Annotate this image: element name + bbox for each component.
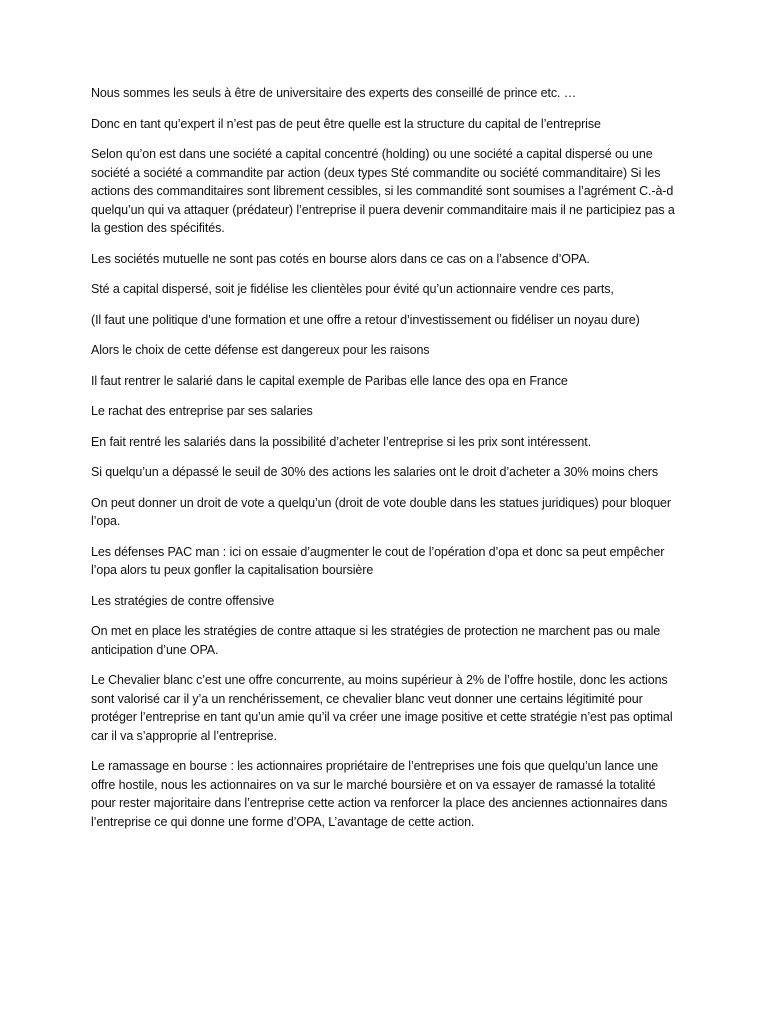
paragraph: Les défenses PAC man : ici on essaie d’augmenter le cout de l’opération d’opa et donc sa peut empêcher l’opa alors tu peux gonfler la capitalisation boursière — [91, 544, 665, 577]
document-body — [91, 84, 681, 843]
paragraph: En fait rentré les salariés dans la possibilité d’acheter l’entreprise si les prix sont intéressent. — [91, 434, 591, 449]
paragraph: On peut donner un droit de vote a quelqu’un (droit de vote double dans les statues juridiques) pour bloquer l’opa. — [91, 495, 671, 528]
paragraph: Les stratégies de contre offensive — [91, 593, 275, 608]
paragraph: Sté a capital dispersé, soit je fidélise les clientèles pour évité qu’un actionnaire vendre ces parts, — [91, 282, 614, 296]
paragraph: Alors le choix de cette défense est dangereux pour les raisons — [91, 343, 430, 357]
paragraph: Selon qu’on est dans une société a capital concentré (holding) ou une société a capital dispersé ou une société a société a commandite par action (deux types Sté commandite ou société commanditaire) Si les actions des commanditaires sont librement cessibles, si les commandité sont soumises a l’agrément C.-à-d quelqu’un qui va attaquer (prédateur) l’entreprise il puera devenir commanditaire mais il ne participiez pas a la gestion des spécifités. — [91, 147, 675, 235]
paragraph: Il faut rentrer le salarié dans le capital exemple de Paribas elle lance des opa en France — [91, 373, 568, 388]
paragraph: On met en place les stratégies de contre attaque si les stratégies de protection ne marchent pas ou male anticipation d’une OPA. — [91, 624, 661, 657]
paragraph: (Il faut une politique d’une formation et une offre a retour d’investissement ou fidéliser un noyau dure) — [91, 312, 640, 327]
paragraph: Nous sommes les seuls à être de universitaire des experts des conseillé de prince etc. … — [91, 86, 577, 100]
paragraph: Le rachat des entreprise par ses salaries — [91, 404, 313, 418]
paragraph: Les sociétés mutuelle ne sont pas cotés en bourse alors dans ce cas on a l’absence d’OPA. — [91, 251, 590, 266]
paragraph: Donc en tant qu’expert il n’est pas de peut être quelle est la structure du capital de l’entreprise — [91, 116, 601, 131]
paragraph: Si quelqu’un a dépassé le seuil de 30% des actions les salaries ont le droit d’acheter a 30% moins chers — [91, 465, 659, 479]
paragraph: Le ramassage en bourse : les actionnaires propriétaire de l’entreprises une fois que quelqu’un lance une offre hostile, nous les actionnaires on va sur le marché boursière et on va essayer de ramassé la totalité pour rester majoritaire dans l’entreprise cette action va renforcer la place des anciennes actionnaires dans l’entreprise ce qui donne une forme d’OPA, L’avantage de cette action. — [91, 759, 668, 829]
paragraph: Le Chevalier blanc c’est une offre concurrente, au moins supérieur à 2% de l’offre hostile, donc les actions sont valorisé car il y’a un renchérissement, ce chevalier blanc veut donner une certains légitimité pour protéger l’entreprise en tant qu’un amie qu’il va créer une image positive et cette stratégie n’est pas optimal car il va s’approprie al l’entreprise. — [91, 673, 673, 743]
